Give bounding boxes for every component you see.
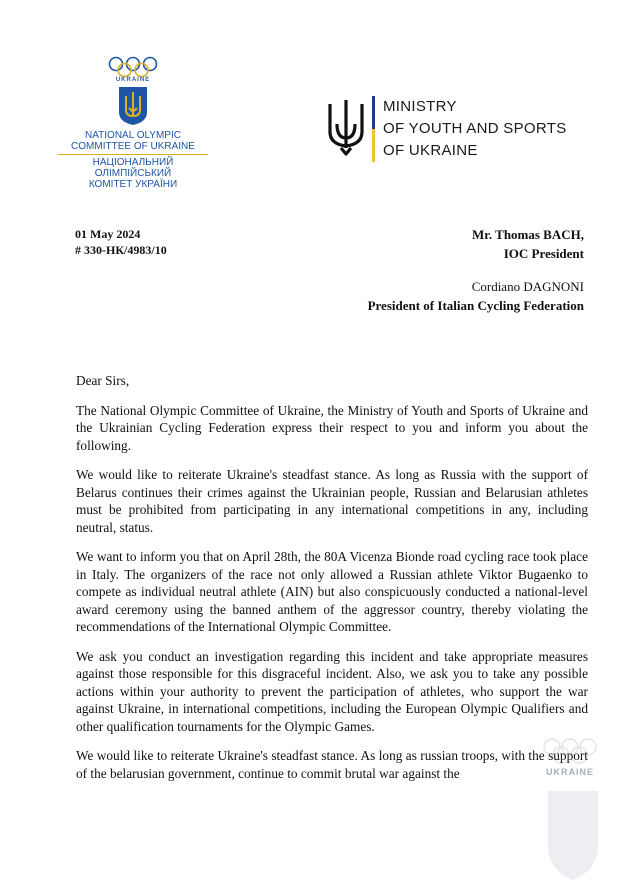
salutation: Dear Sirs,: [76, 373, 130, 388]
letter-date: 01 May 2024: [75, 227, 141, 241]
letter-number: # 330-НК/4983/10: [75, 243, 167, 257]
paragraph-5: We would like to reiterate Ukraine's steadfast stance. As long as russian troops, with the support of the belarusian government, continue to commit brutal war against the: [76, 748, 588, 781]
watermark-emblem-icon: [538, 735, 608, 885]
noc-logo: [58, 56, 208, 190]
ministry-name: [383, 96, 567, 162]
noc-divider: [58, 154, 208, 155]
recipient-2-title: President of Italian Cycling Federation: [367, 298, 584, 313]
letter-reference: [75, 226, 167, 258]
recipient-1-title: IOC President: [503, 246, 584, 261]
recipient-2-last: DAGNONI: [523, 279, 584, 294]
noc-name-en-1: NATIONAL OLYMPIC: [85, 130, 181, 141]
olympic-rings-icon: [107, 56, 159, 78]
paragraph-3: We want to inform you that on April 28th, the 80A Vicenza Bionde road cycling race took place in Italy. The organizers of the race not only allowed a Russian athlete Viktor Bugaenko to compete as individual neutral athlete (AIN) but also conspicuously conducted a national-level award ceremony using the banned anthem of the aggressor country, thereby violating the recommendations of the International Olympic Committee.: [76, 549, 588, 634]
noc-name-en-2: COMMITTEE OF UKRAINE: [71, 141, 195, 152]
coat-of-arms-shield-icon: [118, 86, 148, 126]
noc-name-ua-2: КОМІТЕТ УКРАЇНИ: [88, 179, 178, 190]
trident-icon: [327, 98, 365, 156]
paragraph-1: The National Olympic Committee of Ukraine, the Ministry of Youth and Sports of Ukraine and the Ukrainian Cycling Federation express their respect to you and inform you about the following.: [76, 402, 588, 453]
rings-caption: UKRAINE: [115, 77, 151, 83]
ministry-line-1: MINISTRY: [383, 98, 457, 115]
watermark-caption: UKRAINE: [546, 767, 595, 777]
letter-body: [76, 372, 588, 794]
recipient-2-first: Cordiano: [471, 279, 524, 294]
noc-name-ua-1: НАЦІОНАЛЬНИЙ ОЛІМПІЙСЬКИЙ: [92, 157, 174, 179]
paragraph-4: We ask you conduct an investigation regarding this incident and take appropriate measures against those responsible for this disgraceful incident. Also, we ask you to take any possible actions within your authority to prevent the participation of athletes, who support the war against Ukraine, in international competitions, including the European Olympic Qualifiers and other qualification tournaments for the Olympic Games.: [76, 648, 588, 734]
paragraph-2: We would like to reiterate Ukraine's steadfast stance. As long as Russia with the support of Belarus continues their crimes against the Ukrainian people, Russian and Belarusian athletes must be prohibited from participating in any international competitions in any, including neutral, status.: [76, 467, 588, 535]
recipient-1-name: Mr. Thomas BACH,: [472, 227, 584, 242]
ministry-line-3: OF UKRAINE: [383, 142, 478, 159]
addressee-block: [368, 225, 584, 315]
recipient-2-name: [368, 277, 584, 296]
ministry-line-2: OF YOUTH AND SPORTS: [383, 120, 567, 137]
ministry-logo: [327, 96, 597, 166]
ministry-divider-yellow: [372, 129, 375, 162]
